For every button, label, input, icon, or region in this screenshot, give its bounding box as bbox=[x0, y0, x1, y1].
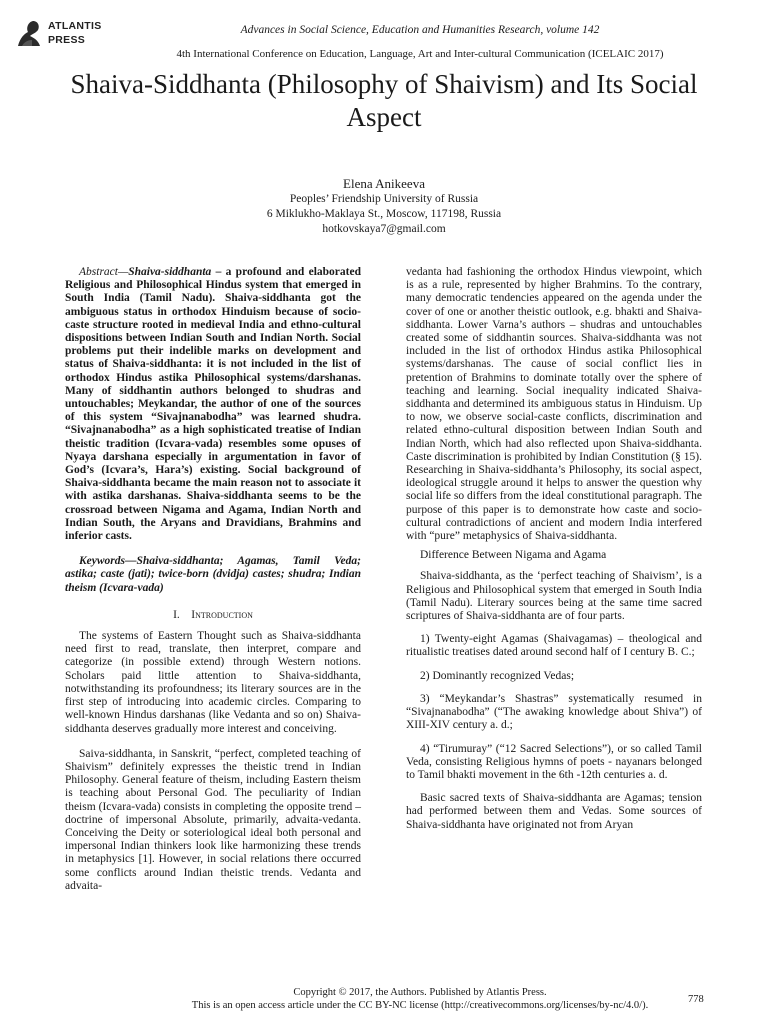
abstract-lead: Shaiva-siddhanta bbox=[128, 266, 212, 278]
right-paragraph-3: Basic sacred texts of Shaiva-siddhanta are Agamas; tension had performed between them and Vedas. Some sources of Shaiva-siddhanta have originated not from Aryan bbox=[406, 792, 702, 831]
email: hotkovskaya7@gmail.com bbox=[322, 223, 446, 235]
intro-paragraph-1: The systems of Eastern Thought such as Shaiva-siddhanta need first to read, translate, then interpret, compare and categorize (in possible extend) through Western notions. Scholars paid little attention to Shaiva-siddhanta, notwithstanding its profoundness; its literary sources are in the first step of introducing into academic circles. Comparing to well-known Hindus darshanas (like Vedanta and so on) Shaiva-siddhanta deserves gradually more interest and conceiving. bbox=[65, 630, 361, 735]
footer bbox=[100, 986, 740, 1012]
list-item-2: 2) Dominantly recognized Vedas; bbox=[420, 669, 575, 682]
left-column bbox=[65, 266, 361, 893]
list-item-1: 1) Twenty-eight Agamas (Shaivagamas) – theological and ritualistic treatises dated around second half of I century B. C.; bbox=[406, 633, 702, 659]
list-item-3: 3) “Meykandar’s Shastras” systematically resumed in “Sivajnanabodha” (“The awaking knowledge about Shiva”) of XIII-XIV century a. d.; bbox=[406, 692, 702, 732]
abstract bbox=[65, 266, 361, 543]
author-affiliation-block bbox=[0, 192, 768, 237]
section-number: I. bbox=[173, 608, 180, 621]
right-paragraph-1: vedanta had fashioning the orthodox Hindus viewpoint, which is as a rule, represented by higher Brahmins. To the contrary, many democratic tendencies appeared on the agenda under the cover of one or another theistic outlook, e.g. bhakti and Shaiva-siddhanta. Lower Varna’s authors – shudras and untouchables created some of siddhantin sources. Shaiva-siddhanta was not included in the list of orthodox Hindus astika Philosophical systems/darshanas. The cause of social conflict lies in pretention of Brahmins to dominate totally over the sphere of teaching and learning. Social inequality indicated Shaiva-siddhanta and determined its ambiguous status in Hinduism. Up to now, we observe social-caste conflicts, discrimination and related ethno-cultural disposition between Indian South and Indian North, which had also reflected upon Shaiva-siddhanta. Caste discrimination is prohibited by Indian Constitution (§ 15). Researching in Shaiva-siddhanta’s Philosophy, its social aspect, ideological struggle around it helps to answer the question why social life so differs from the ideal constitutional paragraph. The purpose of this paper is to demonstrate how caste and socio-cultural contradictions of ancient and modern India interfered with “pure” metaphysics of Shaiva-siddhanta. bbox=[406, 266, 702, 543]
author-name: Elena Anikeeva bbox=[343, 176, 425, 191]
paper-title: Shaiva-Siddhanta (Philosophy of Shaivism) and Its Social Aspect bbox=[70, 69, 698, 132]
conference-line: 4th International Conference on Education, Language, Art and Inter-cultural Communication (ICELAIC 2017) bbox=[176, 48, 664, 60]
logo-text-atlantis: ATLANTIS bbox=[48, 20, 102, 32]
affiliation: Peoples’ Friendship University of Russia bbox=[289, 193, 479, 205]
address: 6 Miklukho-Maklaya St., Moscow, 117198, Russia bbox=[266, 208, 502, 220]
publisher-logo bbox=[14, 16, 114, 56]
license-line: This is an open access article under the CC BY-NC license (http://creativecommons.org/licenses/by-nc/4.0/). bbox=[191, 1000, 649, 1011]
section-heading-introduction bbox=[65, 609, 361, 622]
journal-line: Advances in Social Science, Education and Humanities Research, volume 142 bbox=[240, 24, 600, 36]
abstract-text: – a profound and elaborated Religious and Philosophical Hindus system that emerged in South India (Tamil Nadu). Shaiva-siddhanta got the ambiguous status in orthodox Hinduism because of socio-caste structure rooted in medieval India and ethno-cultural dispositions between Indian South and Indian North. Social problems put their indelible marks on development and status of Shaiva-siddhanta: it is not included in the list of orthodox Hindus astika Philosophical systems/darshanas. Many of siddhantin authors belonged to shudras and untouchables; Meykandar, the author of one of the sources of this system “Sivajnanabodha” was learned shudra. “Sivajnanabodha” as a high sophisticated treatise of Indian theistic tradition (Icvara-vada) resembles some opuses of Nyaya darshana especially in argumentation in favor of God’s (Icvara’s, Hara’s) existing. Social background of Shaiva-siddhanta became the main reason not to associate it with astika darshanas. Shaiva-siddhanta seems to be the crossroad between Nigama and Agama, Indian North and Indian South, the Aryans and Dravidians, Brahmins and inferior casts. bbox=[65, 266, 361, 543]
logo-text-press: PRESS bbox=[48, 34, 86, 46]
intro-paragraph-2: Saiva-siddhanta, in Sanskrit, “perfect, completed teaching of Shaivism” definitely expresses the theistic trend in Indian Philosophy. General feature of theism, including Eastern theism is teaching about Personal God. The peculiarity of Indian theism (Icvara-vada) consists in completing the opposite trend – doctrine of impersonal Absolute, primarily, advaita-vedanta. Conceiving the Deity or soteriological ideal both personal and impersonal Indian thinkers look like harmonizing these trends in metaphysics [1]. However, in social relations there occurred some conflicts around Indian theistic trends. Vedanta and advaita- bbox=[65, 747, 361, 892]
section-title: Introduction bbox=[191, 608, 253, 621]
list-item-4: 4) “Tirumuray” (“12 Sacred Selections”), or so called Tamil Veda, consisting Religious hymns of poets - nayanars belonged to Tamil bhakti movement in the 6th -12th centuries a. d. bbox=[406, 742, 702, 781]
copyright-line: Copyright © 2017, the Authors. Published by Atlantis Press. bbox=[293, 987, 547, 998]
atlantis-logo-icon bbox=[14, 16, 44, 52]
keywords: Keywords—Shaiva-siddhanta; Agamas, Tamil Veda; astika; caste (jati); twice-born (dvidja) castes; shudra; Indian theism (Icvara-vada) bbox=[65, 555, 361, 594]
right-column bbox=[406, 266, 702, 832]
subheading-nigama-agama: Difference Between Nigama and Agama bbox=[420, 549, 607, 562]
right-paragraph-2: Shaiva-siddhanta, as the ‘perfect teaching of Shaivism’, is a Religious and Philosophical system that emerged in South India (Tamil Nadu). Literary sources being at the same time sacred scriptures of Shaiva-siddhanta are of four parts. bbox=[406, 570, 702, 623]
page-number: 778 bbox=[688, 994, 704, 1005]
abstract-label: Abstract— bbox=[79, 266, 129, 278]
